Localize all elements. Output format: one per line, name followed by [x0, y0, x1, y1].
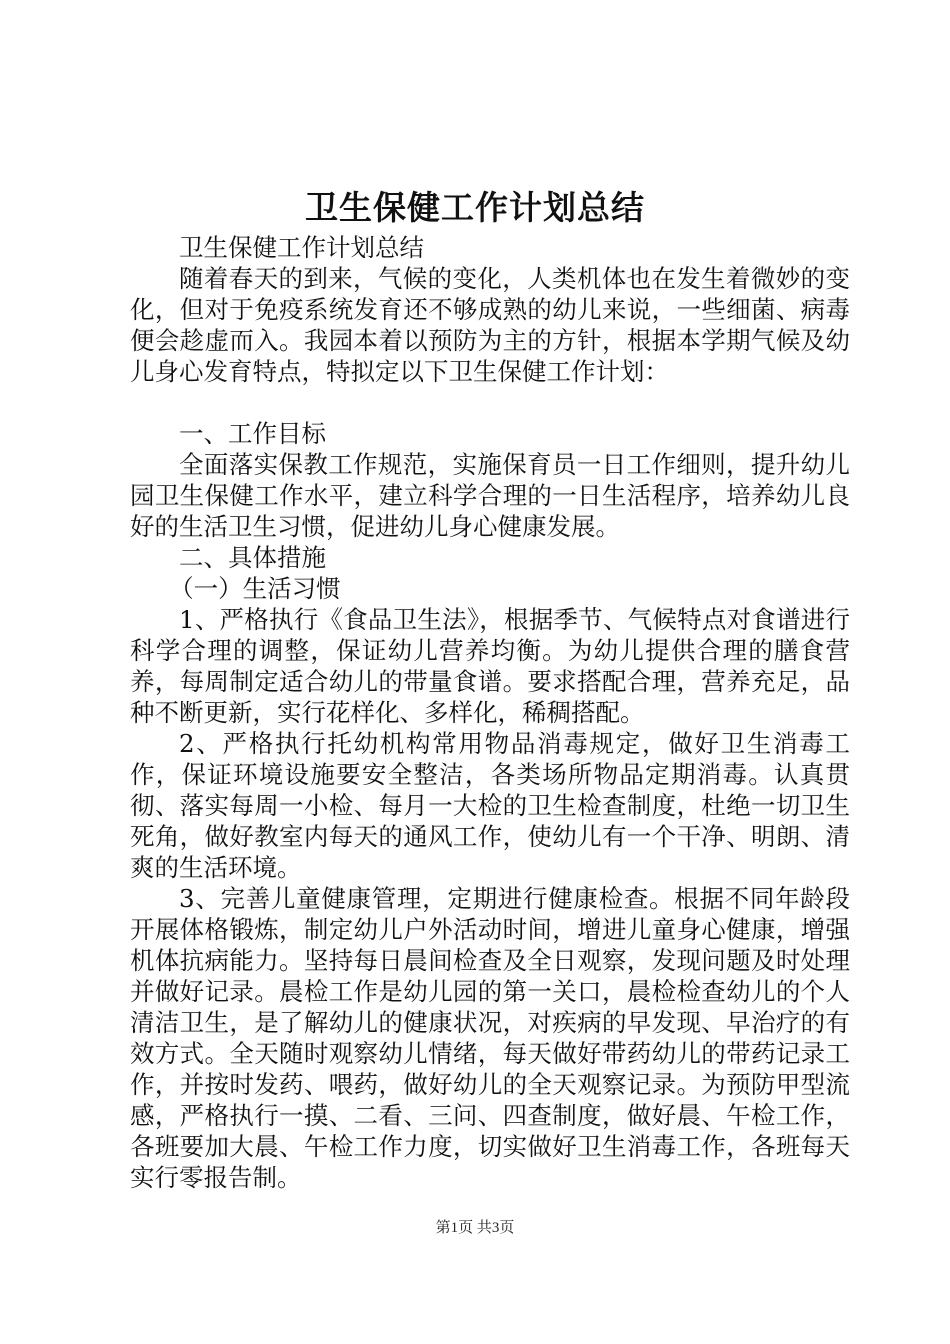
section-heading-measures: 二、具体措施	[179, 543, 326, 572]
paragraph-goals: 全面落实保教工作规范，实施保育员一日工作细则，提升幼儿园卫生保健工作水平，建立科学合理的一日生活程序，培养幼儿良好的生活卫生习惯，促进幼儿身心健康发展。	[130, 450, 850, 541]
page-footer: 第1页 共3页	[435, 1220, 515, 1236]
paragraph-heading-repeat: 卫生保健工作计划总结	[179, 233, 424, 262]
document-title: 卫生保健工作计划总结	[305, 188, 645, 227]
section-heading-goals: 一、工作目标	[179, 419, 326, 448]
document-body	[130, 232, 850, 1193]
paragraph-intro: 随着春天的到来，气候的变化，人类机体也在发生着微妙的变化，但对于免疫系统发育还不够成熟的幼儿来说，一些细菌、病毒便会趁虚而入。我园本着以预防为主的方针，根据本学期气候及幼儿身心发育特点，特拟定以下卫生保健工作计划：	[130, 264, 850, 386]
paragraph-measure-1: 1、严格执行《食品卫生法》，根据季节、气候特点对食谱进行科学合理的调整，保证幼儿营养均衡。为幼儿提供合理的膳食营养，每周制定适合幼儿的带量食谱。要求搭配合理，营养充足，品种不断更新，实行花样化、多样化，稀稠搭配。	[130, 605, 850, 727]
subsection-heading-habits: （一）生活习惯	[169, 574, 341, 603]
paragraph-measure-3: 3、完善儿童健康管理，定期进行健康检查。根据不同年龄段开展体格锻炼，制定幼儿户外活动时间，增进儿童身心健康，增强机体抗病能力。坚持每日晨间检查及全日观察，发现问题及时处理并做好记录。晨检工作是幼儿园的第一关口，晨检检查幼儿的个人清洁卫生，是了解幼儿的健康状况，对疾病的早发现、早治疗的有效方式。全天随时观察幼儿情绪，每天做好带药幼儿的带药记录工作，并按时发药、喂药，做好幼儿的全天观察记录。为预防甲型流感，严格执行一摸、二看、三问、四查制度，做好晨、午检工作，各班要加大晨、午检工作力度，切实做好卫生消毒工作，各班每天实行零报告制。	[130, 884, 850, 1192]
paragraph-measure-2: 2、严格执行托幼机构常用物品消毒规定，做好卫生消毒工作，保证环境设施要安全整洁，各类场所物品定期消毒。认真贯彻、落实每周一小检、每月一大检的卫生检查制度，杜绝一切卫生死角，做好教室内每天的通风工作，使幼儿有一个干净、明朗、清爽的生活环境。	[130, 729, 850, 882]
